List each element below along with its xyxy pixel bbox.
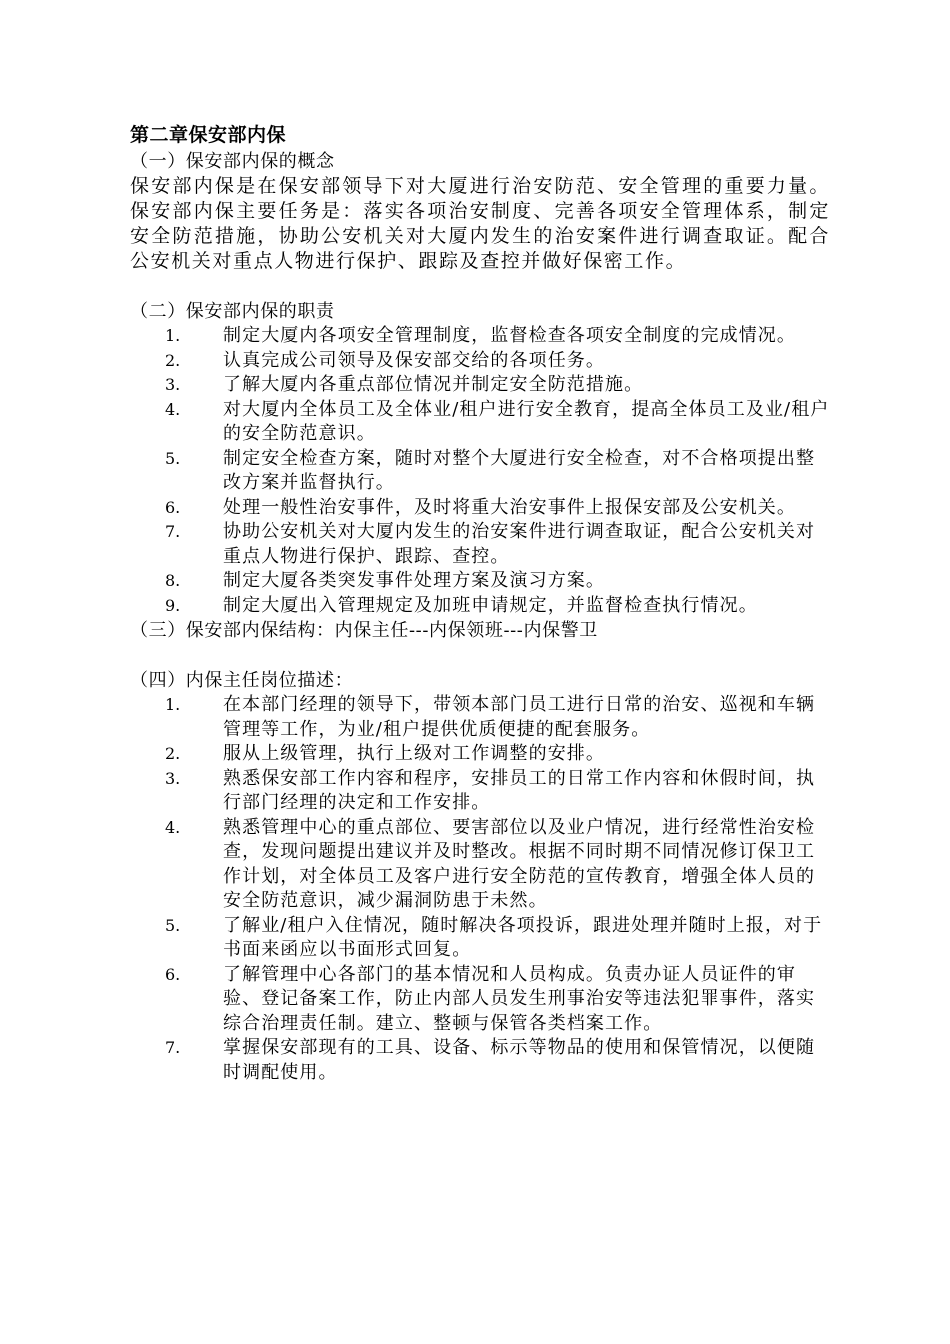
list-item <box>130 1036 830 1085</box>
list-item <box>130 914 830 963</box>
list-text: 熟悉保安部工作内容和程序，安排员工的日常工作内容和休假时间，执行部门经理的决定和工作安排。 <box>223 767 816 813</box>
list-text: 服从上级管理，执行上级对工作调整的安排。 <box>223 743 605 764</box>
list-item <box>130 693 830 742</box>
list-text: 对大厦内全体员工及全体业/租户进行安全教育，提高全体员工及业/租户的安全防范意识。 <box>223 398 830 444</box>
list-number: 2. <box>165 744 181 763</box>
section-1-heading: （一）保安部内保的概念 <box>130 151 335 172</box>
list-number: 3. <box>165 375 181 394</box>
list-text: 制定大厦内各项安全管理制度，监督检查各项安全制度的完成情况。 <box>223 325 796 346</box>
list-item <box>130 447 830 496</box>
list-text: 认真完成公司领导及保安部交给的各项任务。 <box>223 349 605 371</box>
list-number: 7. <box>165 1038 181 1057</box>
list-text: 掌握保安部现有的工具、设备、标示等物品的使用和保管情况，以便随时调配使用。 <box>223 1037 816 1083</box>
list-item <box>130 398 830 447</box>
list-number: 4. <box>165 399 181 419</box>
list-item <box>130 373 830 398</box>
list-item <box>130 569 830 594</box>
list-item <box>130 324 830 349</box>
list-item <box>130 520 830 569</box>
spacer <box>130 643 830 668</box>
list-text: 了解大厦内各重点部位情况并制定安全防范措施。 <box>223 374 644 395</box>
list-number: 6. <box>165 497 181 517</box>
supervisor-duties-list <box>130 693 830 1085</box>
list-number: 5. <box>165 915 181 935</box>
list-text: 了解管理中心各部门的基本情况和人员构成。负责办证人员证件的审验、登记备案工作，防止内部人员发生刑事治安等违法犯罪事件，落实综合治理责任制。建立、整顿与保管各类档案工作。 <box>223 963 816 1034</box>
list-text: 了解业/租户入住情况，随时解决各项投诉，跟进处理并随时上报，对于书面来函应以书面形式回复。 <box>223 914 823 960</box>
list-item <box>130 349 830 374</box>
chapter-title: 第二章保安部内保 <box>130 124 287 146</box>
list-number: 3. <box>165 768 181 788</box>
list-text: 制定大厦出入管理规定及加班申请规定，并监督检查执行情况。 <box>223 594 758 616</box>
list-number: 9. <box>165 595 181 615</box>
section-1-body: 保安部内保是在保安部领导下对大厦进行治安防范、安全管理的重要力量。保安部内保主要任务是：落实各项治安制度、完善各项安全管理体系，制定安全防范措施，协助公安机关对大厦内发生的治安案件进行调查取证。配合公安机关对重点人物进行保护、跟踪及查控并做好保密工作。 <box>130 175 830 272</box>
list-number: 1. <box>165 695 181 714</box>
list-number: 5. <box>165 448 181 468</box>
list-text: 制定大厦各类突发事件处理方案及演习方案。 <box>223 570 605 591</box>
list-text: 熟悉管理中心的重点部位、要害部位以及业户情况，进行经常性治安检查，发现问题提出建议并及时整改。根据不同时期不同情况修订保卫工作计划，对全体员工及客户进行安全防范的宣传教育，增强全体人员的安全防范意识，减少漏洞防患于未然。 <box>223 816 816 911</box>
section-2-heading: （二）保安部内保的职责 <box>130 301 335 322</box>
list-item <box>130 767 830 816</box>
list-item <box>130 963 830 1037</box>
list-item <box>130 816 830 914</box>
list-number: 7. <box>165 522 181 541</box>
list-item <box>130 594 830 619</box>
list-number: 2. <box>165 350 181 370</box>
list-text: 制定安全检查方案，随时对整个大厦进行安全检查，对不合格项提出整改方案并监督执行。 <box>223 447 816 493</box>
list-number: 6. <box>165 964 181 984</box>
document-page <box>130 122 830 1085</box>
duties-list <box>130 324 830 618</box>
list-number: 4. <box>165 817 181 837</box>
list-item <box>130 742 830 767</box>
list-text: 处理一般性治安事件，及时将重大治安事件上报保安部及公安机关。 <box>223 496 796 518</box>
list-number: 1. <box>165 326 181 345</box>
list-item <box>130 496 830 521</box>
list-number: 8. <box>165 571 181 590</box>
list-text: 在本部门经理的领导下，带领本部门员工进行日常的治安、巡视和车辆管理等工作，为业/租户提供优质便捷的配套服务。 <box>223 694 816 740</box>
spacer <box>130 274 830 299</box>
section-4-heading: （四）内保主任岗位描述： <box>130 670 354 691</box>
section-3-heading: （三）保安部内保结构：内保主任---内保领班---内保警卫 <box>130 620 598 641</box>
list-text: 协助公安机关对大厦内发生的治安案件进行调查取证，配合公安机关对重点人物进行保护、跟踪、查控。 <box>223 521 816 567</box>
